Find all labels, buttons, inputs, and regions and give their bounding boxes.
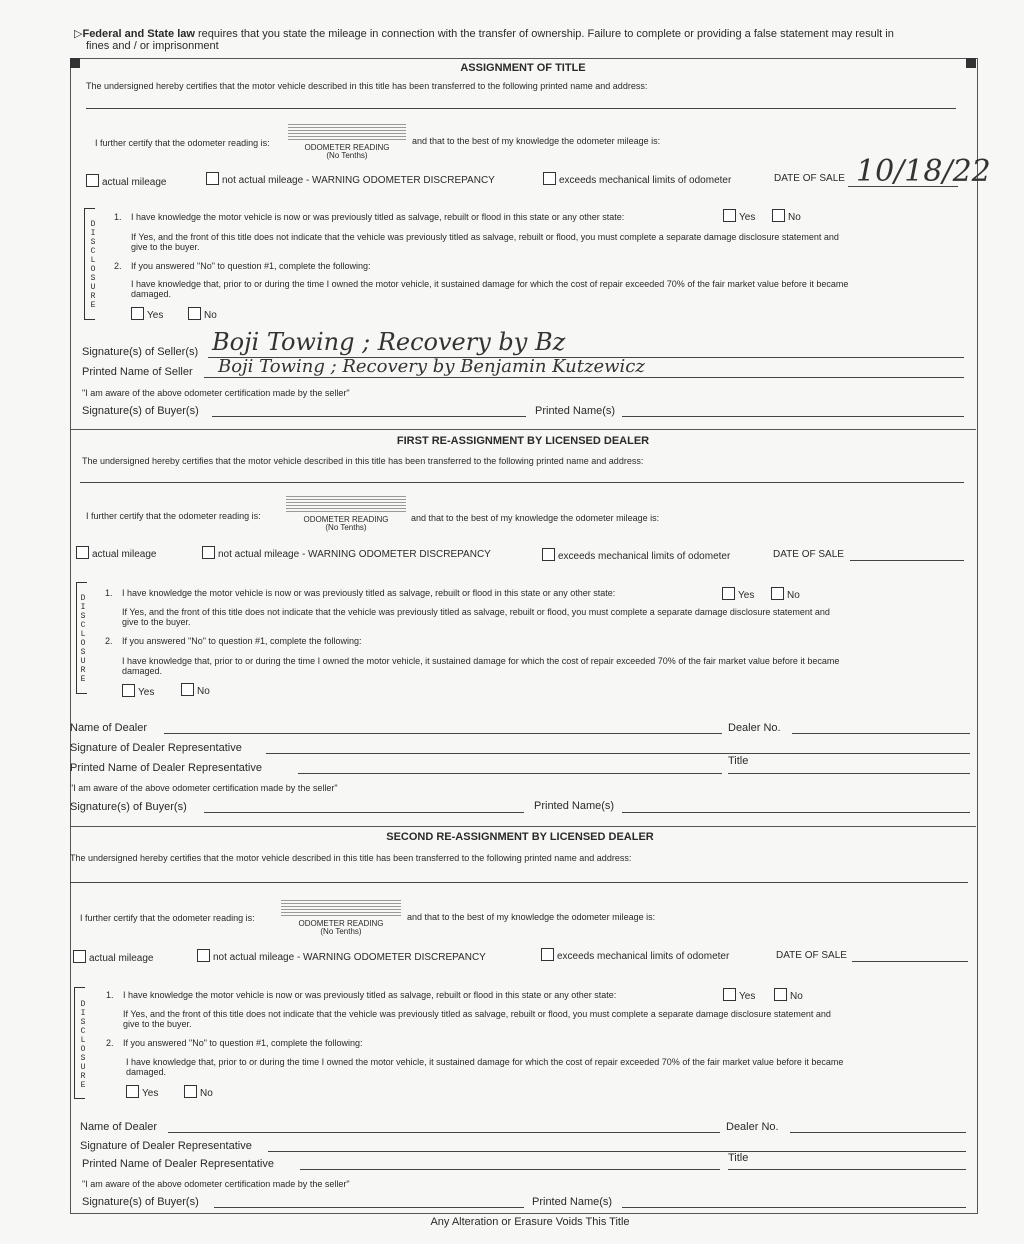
q2-number: 2. xyxy=(114,261,122,271)
certify-text: The undersigned hereby certifies that the motor vehicle described in this title has been transferred to the following printed name and address: xyxy=(82,456,644,466)
dealer-no-line[interactable] xyxy=(790,1132,966,1133)
triangle-icon: ▷ xyxy=(74,28,83,40)
aware-text: "I am aware of the above odometer certification made by the seller" xyxy=(82,1179,350,1189)
not-actual-checkbox[interactable]: not actual mileage - WARNING ODOMETER DISCREPANCY xyxy=(206,172,495,186)
not-actual-checkbox[interactable]: not actual mileage - WARNING ODOMETER DISCREPANCY xyxy=(197,949,486,963)
q1-no-checkbox[interactable]: No xyxy=(772,209,801,223)
odometer-reading-field[interactable]: ODOMETER READING (No Tenths) xyxy=(288,124,406,160)
dealer-no-label: Dealer No. xyxy=(728,722,781,734)
q2-detail: I have knowledge that, prior to or during the time I owned the motor vehicle, it sustained damage for which the cost of repair exceeded 70% of the fair market value before it became damaged. xyxy=(126,1057,844,1077)
title-line[interactable] xyxy=(728,773,970,774)
q1-text: I have knowledge the motor vehicle is now or was previously titled as salvage, rebuilt or flood in this state or any other state: xyxy=(122,588,616,598)
dealer-name-label: Name of Dealer xyxy=(70,722,148,734)
aware-text: "I am aware of the above odometer certification made by the seller" xyxy=(82,388,350,398)
odometer-certify: I further certify that the odometer reading is: xyxy=(80,913,255,923)
q2-yes-checkbox[interactable]: Yes xyxy=(126,1085,158,1099)
assignment-title: ASSIGNMENT OF TITLE xyxy=(460,62,586,74)
q1-note: If Yes, and the front of this title does not indicate that the vehicle was previously titled as salvage, rebuilt or flood, you must complete a separate damage disclosure statement and give to the buyer. xyxy=(123,1009,831,1029)
q1-note: If Yes, and the front of this title does not indicate that the vehicle was previously titled as salvage, rebuilt or flood, you must complete a separate damage disclosure statement and give to the buyer. xyxy=(131,232,839,252)
q2-number: 2. xyxy=(105,636,113,646)
buyer-signature-line[interactable] xyxy=(212,416,526,417)
buyer-signature-label: Signature(s) of Buyer(s) xyxy=(82,405,199,417)
q2-text: If you answered "No" to question #1, complete the following: xyxy=(123,1038,363,1048)
dealer-rep-signature-label: Signature of Dealer Representative xyxy=(80,1140,252,1152)
certify-text: The undersigned hereby certifies that the motor vehicle described in this title has been transferred to the following printed name and address: xyxy=(86,81,648,91)
section-divider xyxy=(70,826,976,827)
disclosure-label: D I S C L O S U R E xyxy=(80,1000,86,1090)
corner-mark xyxy=(70,58,80,68)
q2-no-checkbox[interactable]: No xyxy=(184,1085,213,1099)
printed-name-line[interactable] xyxy=(622,416,964,417)
dealer-rep-printed-line[interactable] xyxy=(298,773,722,774)
first-reassignment-title: FIRST RE-ASSIGNMENT BY LICENSED DEALER xyxy=(396,435,650,447)
q2-number: 2. xyxy=(106,1038,114,1048)
q2-yes-checkbox[interactable]: Yes xyxy=(122,684,154,698)
dealer-rep-signature-line[interactable] xyxy=(266,753,970,754)
best-knowledge: and that to the best of my knowledge the odometer mileage is: xyxy=(412,136,661,146)
dealer-rep-signature-line[interactable] xyxy=(268,1151,966,1152)
corner-mark xyxy=(966,58,976,68)
q2-detail: I have knowledge that, prior to or during the time I owned the motor vehicle, it sustained damage for which the cost of repair exceeded 70% of the fair market value before it became damaged. xyxy=(122,656,840,676)
date-of-sale-label: DATE OF SALE xyxy=(776,950,847,961)
section-divider xyxy=(70,429,976,430)
q2-text: If you answered "No" to question #1, complete the following: xyxy=(131,261,371,271)
seller-signature-value: Boji Towing ; Recovery by Bz xyxy=(212,328,566,356)
best-knowledge: and that to the best of my knowledge the odometer mileage is: xyxy=(407,912,656,922)
disclosure-label: D I S C L O S U R E xyxy=(90,220,96,310)
certify-text: The undersigned hereby certifies that the motor vehicle described in this title has been transferred to the following printed name and address: xyxy=(70,853,632,863)
date-of-sale-line[interactable] xyxy=(852,961,968,962)
exceeds-checkbox[interactable]: exceeds mechanical limits of odometer xyxy=(541,948,729,962)
printed-name-line[interactable] xyxy=(622,812,970,813)
date-of-sale-label: DATE OF SALE xyxy=(773,549,844,560)
dealer-name-line[interactable] xyxy=(168,1132,720,1133)
q1-yes-checkbox[interactable]: Yes xyxy=(722,587,754,601)
q2-no-checkbox[interactable]: No xyxy=(188,307,217,321)
odometer-certify: I further certify that the odometer reading is: xyxy=(86,511,261,521)
date-of-sale-label: DATE OF SALE xyxy=(774,173,845,184)
printed-name-line[interactable] xyxy=(622,1207,966,1208)
address-line[interactable] xyxy=(80,482,964,483)
dealer-name-label: Name of Dealer xyxy=(80,1121,158,1133)
q1-no-checkbox[interactable]: No xyxy=(771,587,800,601)
printed-name-label: Printed Name(s) xyxy=(534,800,615,812)
actual-mileage-checkbox[interactable]: actual mileage xyxy=(76,546,156,560)
q2-yes-checkbox[interactable]: Yes xyxy=(131,307,163,321)
printed-name-label: Printed Name(s) xyxy=(535,405,616,417)
q1-note: If Yes, and the front of this title does not indicate that the vehicle was previously titled as salvage, rebuilt or flood, you must complete a separate damage disclosure statement and give to the buyer. xyxy=(122,607,830,627)
dealer-no-line[interactable] xyxy=(792,733,970,734)
odometer-reading-field[interactable]: ODOMETER READING (No Tenths) xyxy=(286,496,406,532)
q1-number: 1. xyxy=(105,588,113,598)
seller-signature-label: Signature(s) of Seller(s) xyxy=(82,346,199,358)
q2-text: If you answered "No" to question #1, complete the following: xyxy=(122,636,362,646)
q2-no-checkbox[interactable]: No xyxy=(181,683,210,697)
odometer-reading-field[interactable]: ODOMETER READING (No Tenths) xyxy=(281,900,401,936)
printed-seller-line[interactable] xyxy=(204,377,964,378)
title-label: Title xyxy=(728,1152,749,1164)
odometer-certify: I further certify that the odometer reading is: xyxy=(95,138,270,148)
dealer-rep-signature-label: Signature of Dealer Representative xyxy=(70,742,242,754)
dealer-name-line[interactable] xyxy=(164,733,722,734)
dealer-rep-printed-label: Printed Name of Dealer Representative xyxy=(82,1158,274,1170)
title-line[interactable] xyxy=(728,1169,966,1170)
q1-yes-checkbox[interactable]: Yes xyxy=(723,988,755,1002)
aware-text: "I am aware of the above odometer certification made by the seller" xyxy=(70,783,338,793)
q1-yes-checkbox[interactable]: Yes xyxy=(723,209,755,223)
dealer-rep-printed-label: Printed Name of Dealer Representative xyxy=(70,762,262,774)
exceeds-checkbox[interactable]: exceeds mechanical limits of odometer xyxy=(542,548,730,562)
dealer-no-label: Dealer No. xyxy=(726,1121,779,1133)
address-line[interactable] xyxy=(70,882,968,883)
best-knowledge: and that to the best of my knowledge the odometer mileage is: xyxy=(411,513,660,523)
dealer-rep-printed-line[interactable] xyxy=(300,1169,720,1170)
law-notice: ▷Federal and State law requires that you state the mileage in connection with the transfer of ownership. Failure to complete or providing a false statement may result in fines and / or imprisonment xyxy=(74,28,894,52)
buyer-signature-line[interactable] xyxy=(214,1207,524,1208)
q1-number: 1. xyxy=(106,990,114,1000)
buyer-signature-label: Signature(s) of Buyer(s) xyxy=(82,1196,199,1208)
date-of-sale-value: 10/18/22 xyxy=(856,154,991,189)
not-actual-checkbox[interactable]: not actual mileage - WARNING ODOMETER DISCREPANCY xyxy=(202,546,491,560)
address-line[interactable] xyxy=(86,108,956,109)
q1-text: I have knowledge the motor vehicle is now or was previously titled as salvage, rebuilt or flood in this state or any other state: xyxy=(123,990,617,1000)
printed-seller-label: Printed Name of Seller xyxy=(82,366,193,378)
disclosure-label: D I S C L O S U R E xyxy=(80,594,86,684)
printed-name-label: Printed Name(s) xyxy=(532,1196,613,1208)
title-label: Title xyxy=(728,755,749,767)
actual-mileage-checkbox[interactable]: actual mileage xyxy=(73,950,153,964)
q1-no-checkbox[interactable]: No xyxy=(774,988,803,1002)
printed-seller-value: Boji Towing ; Recovery by Benjamin Kutzewicz xyxy=(218,356,645,377)
second-reassignment-title: SECOND RE-ASSIGNMENT BY LICENSED DEALER xyxy=(386,831,654,843)
q2-detail: I have knowledge that, prior to or during the time I owned the motor vehicle, it sustained damage for which the cost of repair exceeded 70% of the fair market value before it became damaged. xyxy=(131,279,849,299)
date-of-sale-line[interactable] xyxy=(850,560,964,561)
buyer-signature-label: Signature(s) of Buyer(s) xyxy=(70,801,187,813)
exceeds-checkbox[interactable]: exceeds mechanical limits of odometer xyxy=(543,172,731,186)
actual-mileage-checkbox[interactable]: actual mileage xyxy=(86,174,166,188)
footer-warning: Any Alteration or Erasure Voids This Title xyxy=(430,1216,630,1228)
q1-number: 1. xyxy=(114,212,122,222)
buyer-signature-line[interactable] xyxy=(204,812,524,813)
q1-text: I have knowledge the motor vehicle is now or was previously titled as salvage, rebuilt or flood in this state or any other state: xyxy=(131,212,625,222)
